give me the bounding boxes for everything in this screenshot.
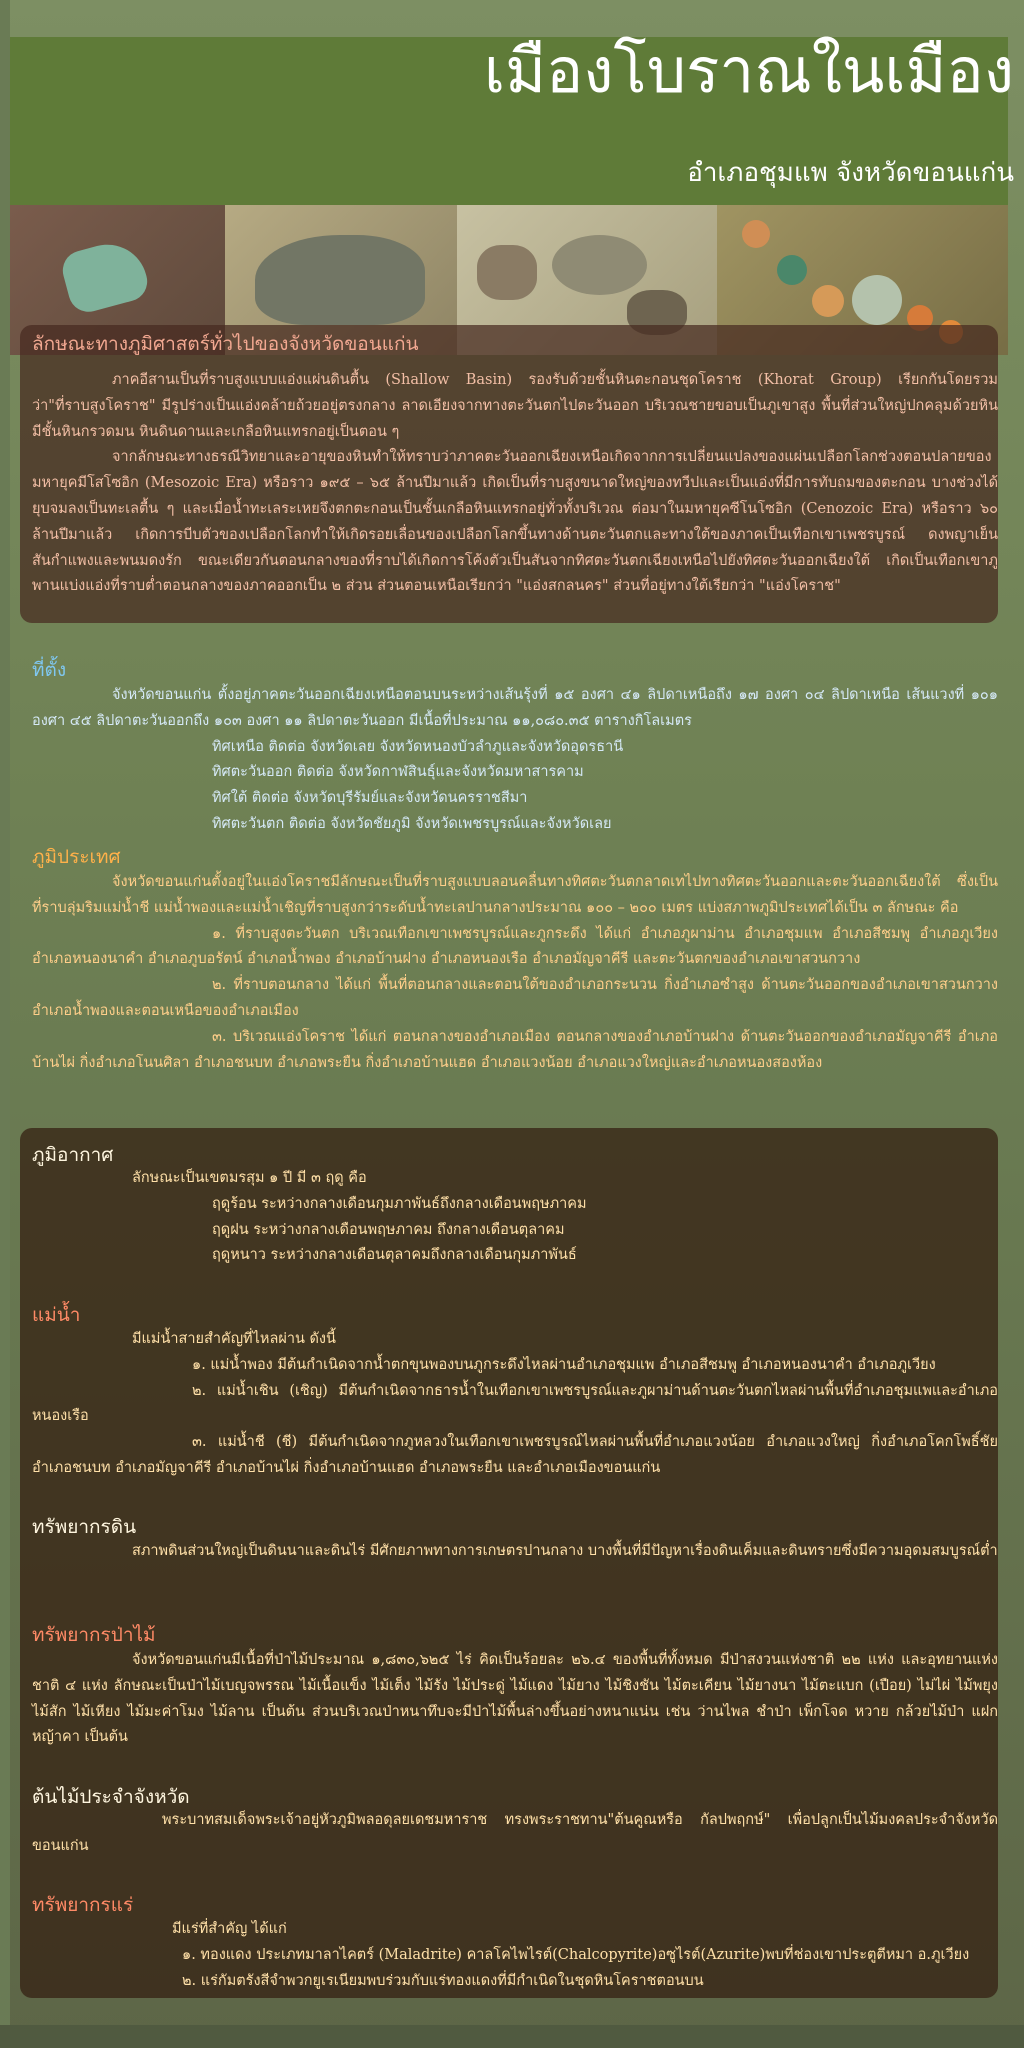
soil-title: ทรัพยากรดิน xyxy=(32,1516,137,1538)
minerals-title: ทรัพยากรแร่ xyxy=(32,1894,134,1916)
location-south: ทิศใต้ ติดต่อ จังหวัดบุรีรัมย์และจังหวัดนครราชสีมา xyxy=(212,790,528,807)
climate-season-cold: ฤดูหนาว ระหว่างกลางเดือนตุลาคมถึงกลางเดือนกุมภาพันธ์ xyxy=(212,1247,577,1264)
forest-text xyxy=(32,1648,998,1751)
mineral-item-2: ๒. แร่กัมตรังสีจำพวกยูเรเนียมพบร่วมกับแร่ทองแดงที่มีกำเนิดในชุดหินโคราชตอนบน xyxy=(182,1972,704,1989)
geology-title: ลักษณะทางภูมิศาสตร์ทั่วไปของจังหวัดขอนแก่น xyxy=(32,333,419,355)
minerals-text xyxy=(32,1917,998,1994)
terrain-item-3: ๓. บริเวณแอ่งโคราช ได้แก่ ตอนกลางของอำเภอเมือง ตอนกลางของอำเภอบ้านฝาง ด้านตะวันออกของอำเภอมัญจาคีรี อำเภอบ้านไผ่ กิ่งอำเภอโนนศิลา อำเภอชนบท อำเภอพระยืน กิ่งอำเภอบ้านแฮด อำเภอแวงน้อย อำเภอแวงใหญ่และอำเภอหนองสองห้อง xyxy=(32,1028,998,1071)
location-text xyxy=(32,683,998,838)
terrain-paragraph: จังหวัดขอนแก่นตั้งอยู่ในแอ่งโคราชมีลักษณะเป็นที่ราบสูงแบบลอนคลื่นทางทิศตะวันตกลาดเทไปทางทิศตะวันออกและตะวันออกเฉียงใต้ ซึ่งเป็นที่ราบลุ่มริมแม่น้ำชี แม่น้ำพองและแม่น้ำเชิญที่ราบสูงกว่าระดับน้ำทะเลปานกลางประมาณ ๑๐๐ – ๒๐๐ เมตร แบ่งสภาพภูมิประเทศได้เป็น ๓ ลักษณะ คือ xyxy=(32,874,998,916)
terrain-title: ภูมิประเทศ xyxy=(32,846,121,868)
mineral-item-1: ๑. ทองแดง ประเภทมาลาไคตร์ (Maladrite) คาลโคไพไรต์(Chalcopyrite)อซูไรต์(Azurite)พบที่ช่องเขาประตูตีหมา อ.ภูเวียง xyxy=(182,1946,970,1963)
geology-paragraph-2: จากลักษณะทางธรณีวิทยาและอายุของหินทำให้ทราบว่าภาคตะวันออกเฉียงเหนือเกิดจากการเปลี่ยนแปลงของแผ่นเปลือกโลกช่วงตอนปลายของมหายุคมีโสโซอิก (Mesozoic Era) หรือราว ๑๙๕ – ๖๕ ล้านปีมาแล้ว เกิดเป็นที่ราบสูงขนาดใหญ่ของทวีปและเป็นแอ่งที่มีการทับถมของตะกอน บางช่วงได้ยุบจมลงเป็นทะเลตื้น ๆ และเมื่อน้ำทะเลระเหยจึงตกตะกอนเป็นชั้นเกลือหินแทรกอยู่ทั่วทั้งบริเวณ ต่อมาในมหายุคซีโนโซอิก (Cenozoic Era) หรือราว ๖๐ ล้านปีมาแล้ว เกิดการบีบตัวของเปลือกโลกทำให้เกิดรอยเลื่อนของเปลือกโลกขึ้นทางด้านตะวันตกและทางใต้ของภาคเป็นเทือกเขาเพชรบูรณ์ ดงพญาเย็น สันกำแพงและพนมดงรัก ขณะเดียวกันตอนกลางของที่ราบได้เกิดการโค้งตัวเป็นสันจากทิศตะวันตกเฉียงเหนือไปยังทิศตะวันออกเฉียงใต้ เกิดเป็นเทือกเขาภูพานแบ่งแอ่งที่ราบต่ำตอนกลางของภาคออกเป็น ๒ ส่วน ส่วนตอนเหนือเรียกว่า "แอ่งสกลนคร" ส่วนที่อยู่ทางใต้เรียกว่า "แอ่งโคราช" xyxy=(32,449,998,595)
tree-text xyxy=(32,1808,998,1860)
location-title: ที่ตั้ง xyxy=(32,659,67,681)
location-north: ทิศเหนือ ติดต่อ จังหวัดเลย จังหวัดหนองบัวลำภูและจังหวัดอุดรธานี xyxy=(212,738,624,755)
rivers-title: แม่น้ำ xyxy=(32,1304,81,1326)
tree-paragraph: พระบาทสมเด็จพระเจ้าอยู่หัวภูมิพลอดุลยเดชมหาราช ทรงพระราชทาน"ต้นคูณหรือ กัลปพฤกษ์" เพื่อปลูกเป็นไม้มงคลประจำจังหวัดขอนแก่น xyxy=(32,1812,998,1854)
geology-paragraph-1: ภาคอีสานเป็นที่ราบสูงแบบแอ่งแผ่นดินตื้น (Shallow Basin) รองรับด้วยชั้นหินตะกอนชุดโคราช (Khorat Group) เรียกกันโดยรวมว่า"ที่ราบสูงโคราช" มีรูปร่างเป็นแอ่งคล้ายถ้วยอยู่ตรงกลาง ลาดเอียงจากทางตะวันตกไปตะวันออก บริเวณชายขอบเป็นภูเขาสูง พื้นที่ส่วนใหญ่ปกคลุมด้วยหิน มีชั้นหินกรวดมน หินดินดานและเกลือหินแทรกอยู่เป็นตอน ๆ xyxy=(32,372,998,440)
left-border xyxy=(0,0,10,2048)
terrain-text xyxy=(32,870,998,1076)
geology-text xyxy=(32,368,998,600)
climate-season-hot: ฤดูร้อน ระหว่างกลางเดือนกุมภาพันธ์ถึงกลางเดือนพฤษภาคม xyxy=(212,1195,587,1212)
bottom-strip xyxy=(0,2025,1024,2048)
page-title: เมืองโบราณในเมือง xyxy=(483,34,1014,107)
location-west: ทิศตะวันตก ติดต่อ จังหวัดชัยภูมิ จังหวัดเพชรบูรณ์และจังหวัดเลย xyxy=(212,815,612,832)
climate-season-rainy: ฤดูฝน ระหว่างกลางเดือนพฤษภาคม ถึงกลางเดือนตุลาคม xyxy=(212,1221,565,1238)
river-item-3: ๓. แม่น้ำชี (ชี) มีต้นกำเนิดจากภูหลวงในเทือกเขาเพชรบูรณ์ไหลผ่านพื้นที่อำเภอแวงน้อย อำเภอแวงใหญ่ กิ่งอำเภอโคกโพธิ์ชัย อำเภอชนบท อำเภอมัญจาคีรี อำเภอบ้านไผ่ กิ่งอำเภอบ้านแฮด อำเภอพระยืน และอำเภอเมืองขอนแก่น xyxy=(32,1434,998,1476)
climate-title: ภูมิอากาศ xyxy=(32,1144,114,1166)
forest-title: ทรัพยากรป่าไม้ xyxy=(32,1624,156,1646)
location-east: ทิศตะวันออก ติดต่อ จังหวัดกาฬสินธุ์และจังหวัดมหาสารคาม xyxy=(212,764,584,781)
location-paragraph: จังหวัดขอนแก่น ตั้งอยู่ภาคตะวันออกเฉียงเหนือตอนบนระหว่างเส้นรุ้งที่ ๑๕ องศา ๔๑ ลิปดาเหนือถึง ๑๗ องศา ๐๔ ลิปดาเหนือ เส้นแวงที่ ๑๐๑ องศา ๔๕ ลิปดาตะวันออกถึง ๑๐๓ องศา ๑๑ ลิปดาตะวันออก มีเนื้อที่ประมาณ ๑๑,๐๘๐.๓๕ ตารางกิโลเมตร xyxy=(32,687,998,729)
climate-intro: ลักษณะเป็นเขตมรสุม ๑ ปี มี ๓ ฤดู คือ xyxy=(132,1170,367,1186)
river-item-1: ๑. แม่น้ำพอง มีต้นกำเนิดจากน้ำตกขุนพองบนภูกระดึงไหลผ่านอำเภอชุมแพ อำเภอสีชมพู อำเภอหนองนาคำ อำเภอภูเวียง xyxy=(192,1356,936,1373)
river-item-2: ๒. แม่น้ำเชิน (เชิญ) มีต้นกำเนิดจากธารน้ำในเทือกเขาเพชรบูรณ์และภูผาม่านด้านตะวันตกไหลผ่านพื้นที่อำเภอชุมแพและอำเภอหนองเรือ xyxy=(32,1382,998,1425)
terrain-item-1: ๑. ที่ราบสูงตะวันตก บริเวณเทือกเขาเพชรบูรณ์และภูกระดึง ได้แก่ อำเภอภูผาม่าน อำเภอชุมแพ อำเภอสีชมพู อำเภอภูเวียง อำเภอหนองนาคำ อำเภอภูบอรัตน์ อำเภอน้ำพอง อำเภอบ้านฝาง อำเภอหนองเรือ อำเภอมัญจาคีรี และตะวันตกของอำเภอเขาสวนกวาง xyxy=(32,925,998,968)
soil-paragraph: สภาพดินส่วนใหญ่เป็นดินนาและดินไร่ มีศักยภาพทางการเกษตรปานกลาง บางพื้นที่มีปัญหาเรื่องดินเค็มและดินทรายซึ่งมีความอุดมสมบูรณ์ต่ำ xyxy=(132,1543,998,1559)
rivers-intro: มีแม่น้ำสายสำคัญที่ไหลผ่าน ดังนี้ xyxy=(132,1331,336,1347)
page-subtitle: อำเภอชุมแพ จังหวัดขอนแก่น xyxy=(687,158,1014,188)
terrain-item-2: ๒. ที่ราบตอนกลาง ได้แก่ พื้นที่ตอนกลางและตอนใต้ของอำเภอกระนวน กิ่งอำเภอซำสูง ด้านตะวันออกของอำเภอเขาสวนกวาง อำเภอน้ำพองและตอนเหนือของอำเภอเมือง xyxy=(32,977,998,1019)
tree-title: ต้นไม้ประจำจังหวัด xyxy=(32,1786,190,1808)
climate-text xyxy=(32,1166,998,1269)
forest-paragraph: จังหวัดขอนแก่นมีเนื้อที่ป่าไม้ประมาณ ๑,๘๓๐,๖๒๕ ไร่ คิดเป็นร้อยละ ๒๖.๔ ของพื้นที่ทั้งหมด มีป่าสงวนแห่งชาติ ๒๒ แห่ง และอุทยานแห่งชาติ ๔ แห่ง ลักษณะเป็นป่าไม้เบญจพรรณ ไม้เนื้อแข็ง ไม้เต็ง ไม้รัง ไม้ประดู่ ไม้แดง ไม้ยาง ไม้ชิงชัน ไม้ตะเคียน ไม้ยางนา ไม้ตะแบก (เปือย) ไม่ไผ่ ไม้พยุง ไม้สัก ไม้เหียง ไม้มะค่าโมง ไม้ลาน เป็นต้น ส่วนบริเวณป่าหนาทึบจะมีป่าไม้พื้นล่างขึ้นอย่างหนาแน่น เช่น ว่านไพล ชำป่า เพ็กโจด หวาย กล้วยไม้ป่า แฝก หญ้าคา เป็นต้น xyxy=(32,1652,998,1746)
soil-text xyxy=(32,1539,998,1565)
rivers-text xyxy=(32,1327,998,1482)
minerals-intro: มีแร่ที่สำคัญ ได้แก่ xyxy=(172,1921,287,1937)
